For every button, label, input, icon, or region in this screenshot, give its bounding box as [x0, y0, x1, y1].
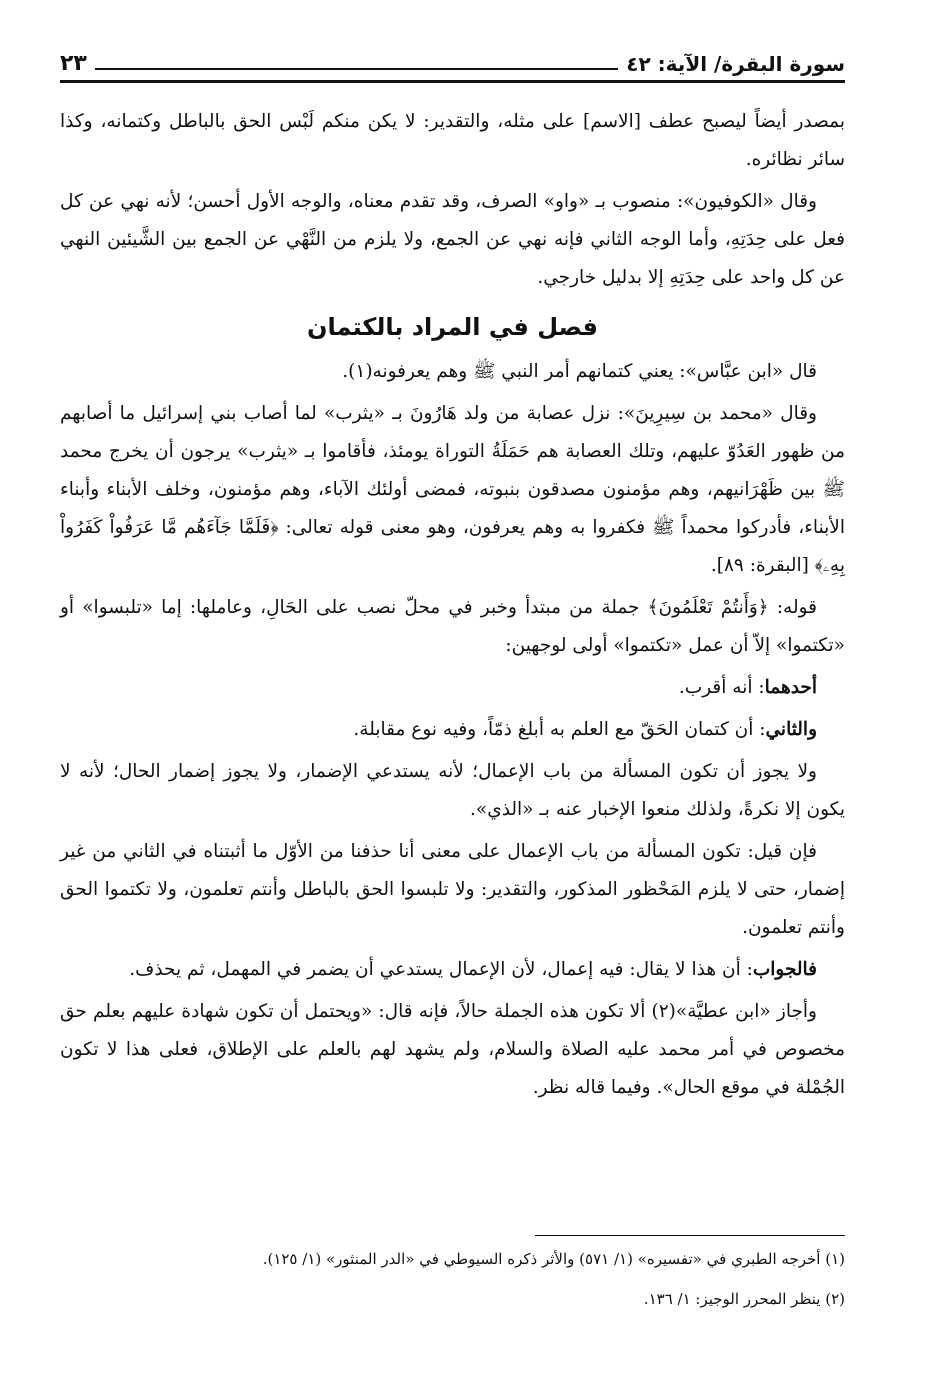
- paragraph-text: : أن كتمان الحَقّ مع العلم به أبلغ ذمّاً، وفيه نوع مقابلة.: [353, 719, 766, 740]
- section-paragraph-1: قال «ابن عبَّاس»: يعني كتمانهم أمر النبي ﷺ وهم يعرفونه(١).: [342, 361, 817, 382]
- lead-word: فالجواب: [752, 959, 817, 980]
- footnote-rule: [535, 1235, 845, 1236]
- paragraph-text: : أنه أقرب.: [678, 677, 765, 698]
- footnote-2: (٢) ينظر المحرر الوجيز: ١/ ١٣٦.: [643, 1290, 845, 1308]
- footnotes: [60, 1235, 845, 1324]
- section-paragraph-4: [60, 669, 845, 707]
- paragraph-text: : أن هذا لا يقال: فيه إعمال، لأن الإعمال يستدعي أن يضمر في المهمل، ثم يحذف.: [129, 959, 753, 980]
- paragraph-2: وقال «الكوفيون»: منصوب بـ «واو» الصرف، وقد تقدم معناه، والوجه الأول أحسن؛ لأنه نهي عن كل فعل على حِدَتِهِ، وأما الوجه الثاني فإنه نهي عن الجمع، ولا يلزم من النَّهْي عن الجمع بين الشَّيئين النهي عن كل واحد على حِدَتِهِ إلا بدليل خارجي.: [60, 191, 845, 288]
- section-paragraph-3: قوله: ﴿وَأَنتُمْ تَعْلَمُونَ﴾ جملة من مبتدأ وخبر في محلّ نصب على الحَالِ، وعاملها: إما «تلبسوا» أو «تكتموا» إلاّ أن عمل «تكتموا» أولى لوجهين:: [60, 597, 845, 656]
- lead-word: أحدهما: [764, 677, 817, 698]
- section-paragraph-6: ولا يجوز أن تكون المسألة من باب الإعمال؛ لأنه يستدعي الإضمار، ولا يجوز إضمار الحال؛ لأنه لا يكون إلا نكرةً، ولذلك منعوا الإخبار عنه بـ «الذي».: [60, 761, 845, 820]
- page: [60, 30, 845, 1350]
- section-paragraph-8: [60, 951, 845, 989]
- main-text: [60, 103, 845, 1107]
- running-header: [60, 30, 845, 76]
- header-rule: [60, 80, 845, 83]
- page-number: ٢٣: [60, 51, 87, 76]
- header-line: [95, 68, 618, 70]
- header-title: سورة البقرة/ الآية: ٤٢: [626, 52, 845, 76]
- section-paragraph-7: فإن قيل: تكون المسألة من باب الإعمال على معنى أنا حذفنا من الأوّل ما أثبتناه في الثاني من غير إضمار، حتى لا يلزم المَحْظور المذكور، والتقدير: ولا تلبسوا الحق بالباطل وأنتم تعلمون، ولا تكتموا الحق وأنتم تعلمون.: [60, 841, 845, 938]
- footnote-1: (١) أخرجه الطبري في «تفسيره» (١/ ٥٧١) والأثر ذكره السيوطي في «الدر المنثور» (١/ ١٢٥).: [262, 1250, 845, 1268]
- section-paragraph-2: وقال «محمد بن سِيرِينَ»: نزل عصابة من ولد هَارُونَ بـ «يثرب» لما أصاب بني إسرائيل ما أصابهم من ظهور العَدُوّ عليهم، وتلك العصابة هم حَمَلَةُ التوراة يومئذ، فأقاموا بـ «يثرب» يرجون أن يخرج محمد ﷺ بين ظَهْرَانيهم، وهم مؤمنون مصدقون بنبوته، فمضى أولئك الآباء، وهم مؤمنون، وخلف الأبناء وأبناء الأبناء، فأدركوا محمداً ﷺ فكفروا به وهم يعرفون، وهو معنى قوله تعالى: ﴿فَلَمَّا جَآءَهُم مَّا عَرَفُواْ كَفَرُواْ بِهِۦ﴾ [البقرة: ٨٩].: [60, 403, 845, 576]
- section-heading: فصل في المراد بالكتمان: [306, 313, 599, 341]
- section-paragraph-9: وأجاز «ابن عطيَّة»(٢) ألا تكون هذه الجملة حالاً، فإنه قال: «ويحتمل أن تكون شهادة عليهم بعلم حق مخصوص في أمر محمد عليه الصلاة والسلام، ولم يشهد لهم بالعلم على الإطلاق، فعلى هذا لا تكون الجُمْلة في موقع الحال». وفيما قاله نظر.: [60, 1001, 845, 1098]
- lead-word: والثاني: [765, 719, 817, 740]
- section-paragraph-5: [60, 711, 845, 749]
- paragraph-1: بمصدر أيضاً ليصبح عطف [الاسم] على مثله، والتقدير: لا يكن منكم لَبْس الحق بالباطل وكتمانه، وكذا سائر نظائره.: [60, 111, 845, 170]
